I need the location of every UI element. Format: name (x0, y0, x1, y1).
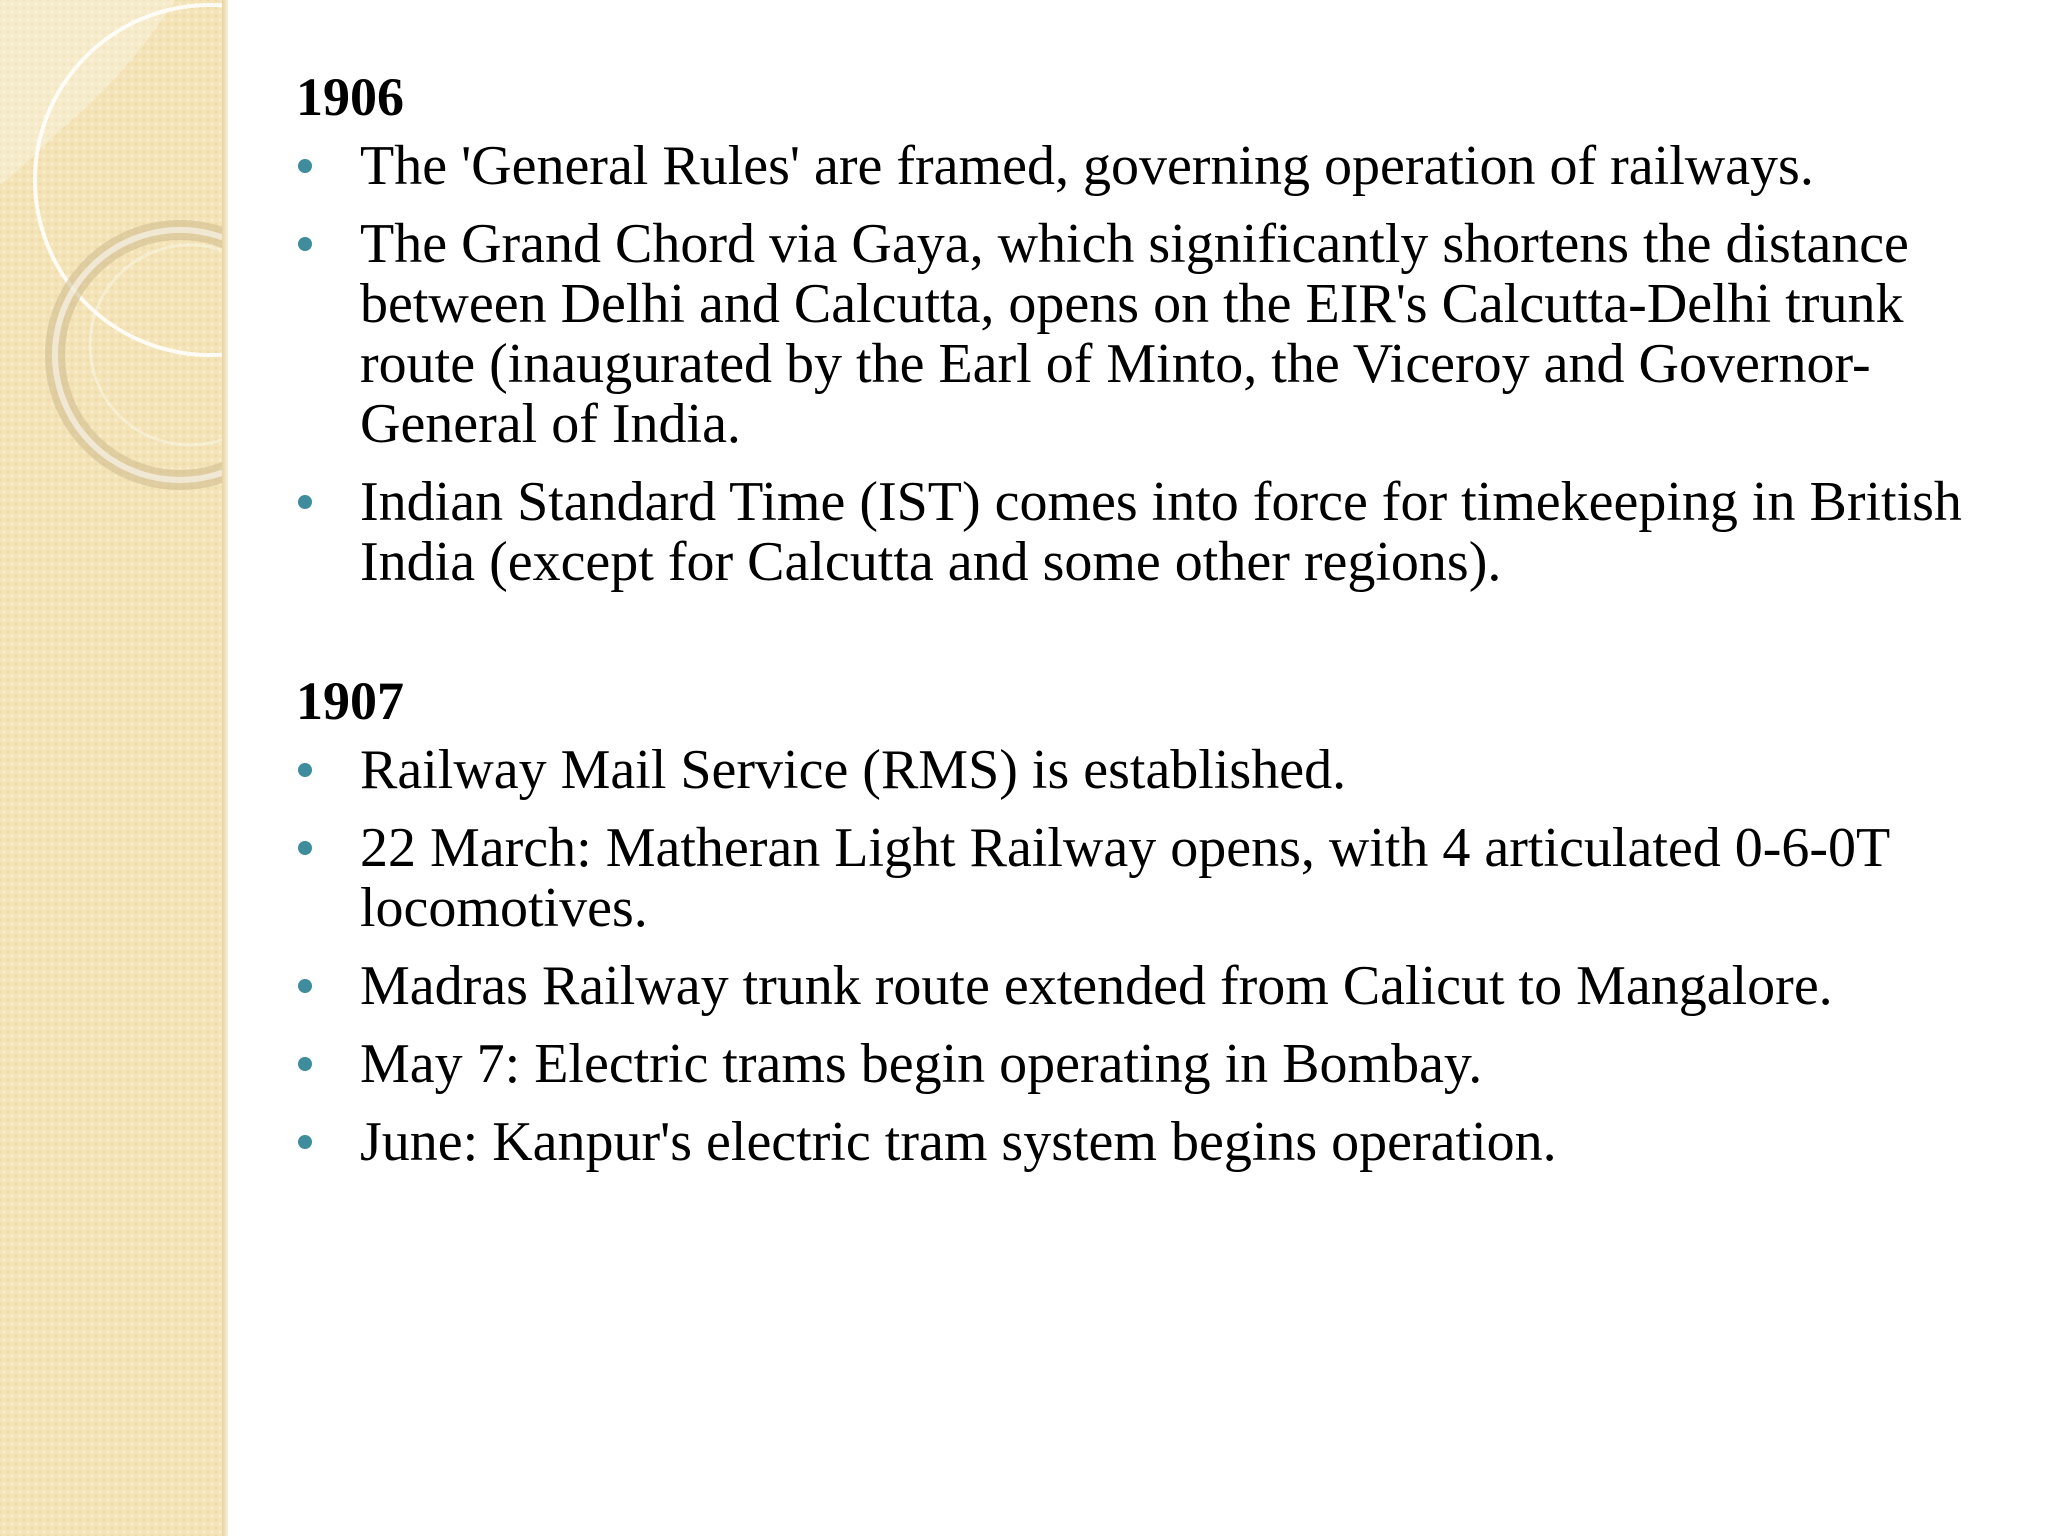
bullet-icon (298, 159, 312, 173)
decorative-rings-icon (0, 0, 228, 520)
section-1907 (296, 670, 1996, 1172)
year-heading: 1907 (296, 671, 404, 731)
list-item-text: Indian Standard Time (IST) comes into force for timekeeping in British India (except for Calcutta and some other regions). (360, 471, 1962, 593)
bullet-icon (298, 495, 312, 509)
bullet-icon (298, 841, 312, 855)
list-item (296, 956, 1996, 1016)
list-item (296, 214, 1996, 454)
list-item-text: The Grand Chord via Gaya, which significantly shortens the distance between Delhi and Calcutta, opens on the EIR's Calcutta-Delhi trunk route (inaugurated by the Earl of Minto, the Viceroy and Governor-General of India. (360, 213, 1909, 455)
list-item (296, 818, 1996, 938)
list-item (296, 136, 1996, 196)
list-item-text: May 7: Electric trams begin operating in Bombay. (360, 1033, 1483, 1095)
list-item-text: Madras Railway trunk route extended from Calicut to Mangalore. (360, 955, 1833, 1017)
bullet-icon (298, 979, 312, 993)
bullet-icon (298, 763, 312, 777)
list-item-text: The 'General Rules' are framed, governing operation of railways. (360, 135, 1814, 197)
list-item (296, 472, 1996, 592)
list-item-text: June: Kanpur's electric tram system begins operation. (360, 1111, 1557, 1173)
bullet-icon (298, 237, 312, 251)
event-list (296, 136, 1996, 592)
bullet-icon (298, 1135, 312, 1149)
list-item-text: 22 March: Matheran Light Railway opens, with 4 articulated 0-6-0T locomotives. (360, 817, 1890, 939)
side-panel-edge (222, 0, 228, 1536)
slide-content (296, 66, 1996, 1250)
year-heading: 1906 (296, 67, 404, 127)
bullet-icon (298, 1057, 312, 1071)
list-item (296, 1034, 1996, 1094)
event-list (296, 740, 1996, 1172)
list-item (296, 1112, 1996, 1172)
decorative-side-panel (0, 0, 228, 1536)
section-1906 (296, 66, 1996, 592)
list-item-text: Railway Mail Service (RMS) is established. (360, 739, 1347, 801)
list-item (296, 740, 1996, 800)
